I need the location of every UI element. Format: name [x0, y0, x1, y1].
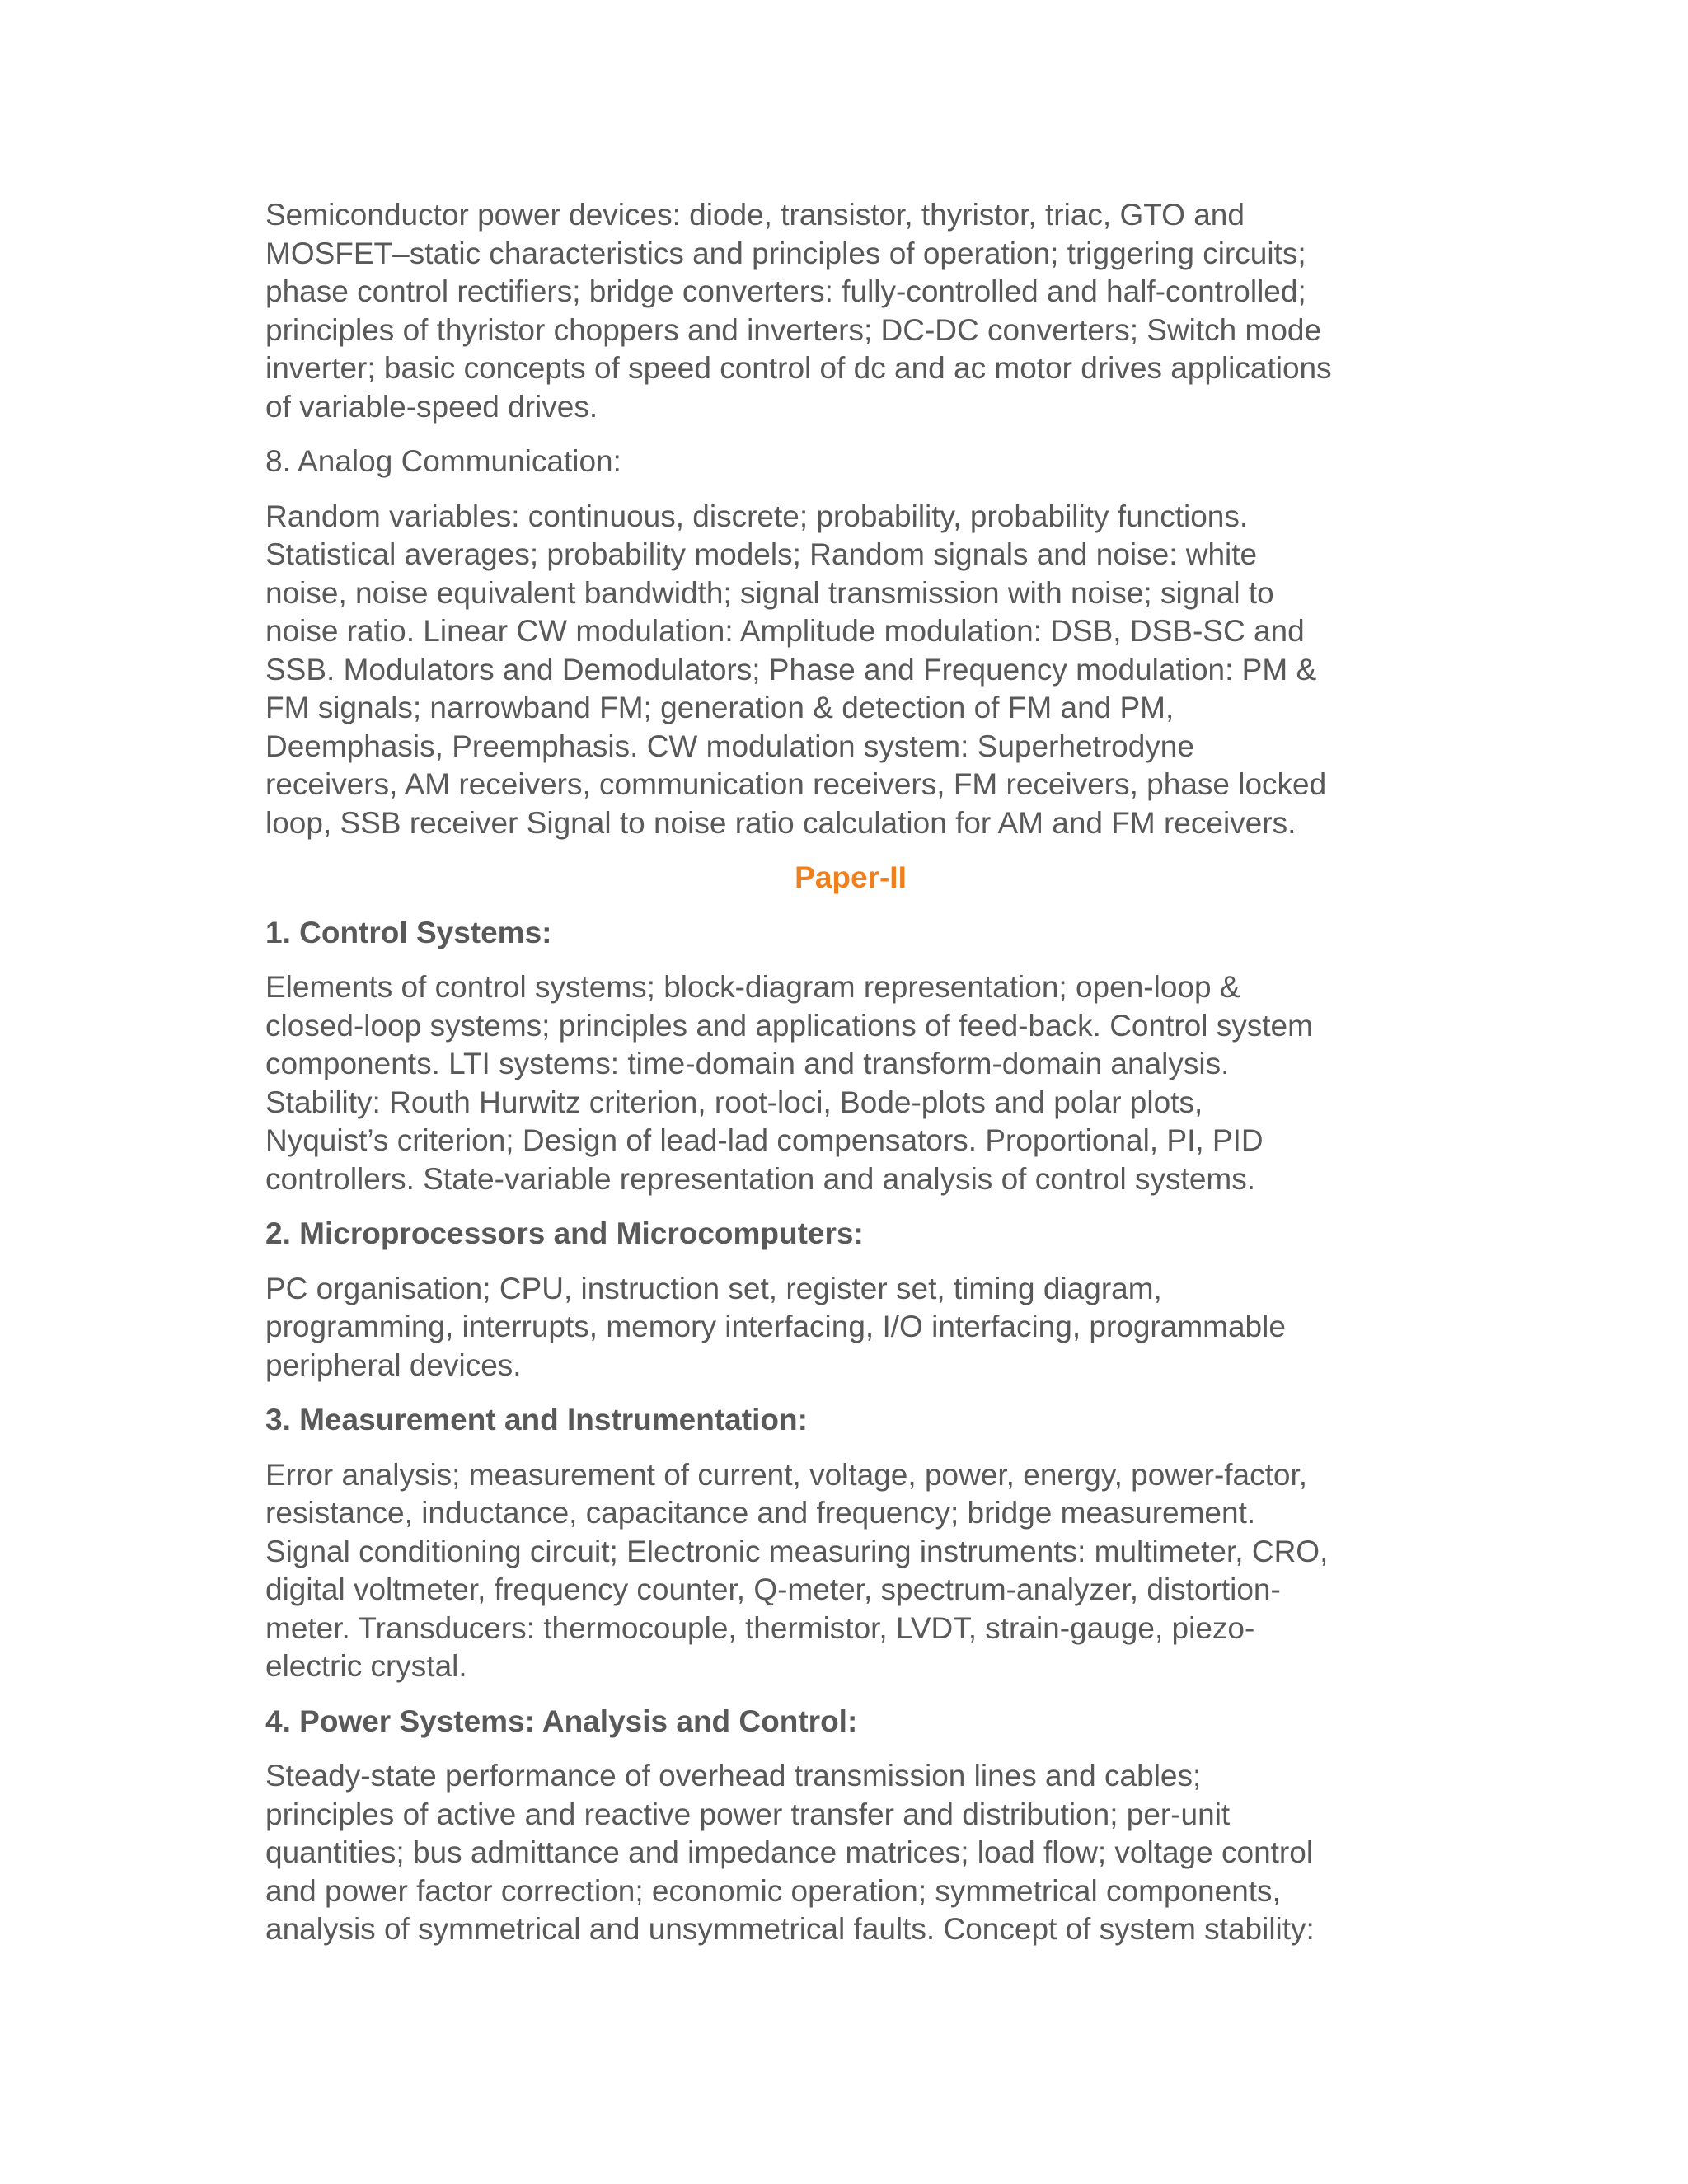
control-systems-heading: 1. Control Systems: — [265, 915, 552, 949]
power-electronics-paragraph: Semiconductor power devices: diode, transistor, thyristor, triac, GTO and MOSFET–static characteristics and principles of operation; triggering circuits; phase control rectifiers; bridge converters: fully-controlled and half-controlled; principles of thyristor choppers and inverters; DC-DC converters; Switch mode inverter; basic concepts of speed control of dc and ac motor drives applications of variable-speed drives. — [265, 198, 1332, 424]
microprocessors-paragraph: PC organisation; CPU, instruction set, register set, timing diagram, programming, interrupts, memory interfacing, I/O interfacing, programmable peripheral devices. — [265, 1271, 1286, 1382]
microprocessors-heading: 2. Microprocessors and Microcomputers: — [265, 1216, 864, 1250]
power-systems-paragraph: Steady-state performance of overhead transmission lines and cables; principles of active and reactive power transfer and distribution; per-unit quantities; bus admittance and impedance matrices; load flow; voltage control and power factor correction; economic operation; symmetrical components, analysis of symmetrical and unsymmetrical faults. Concept of system stability: — [265, 1759, 1315, 1946]
analog-communication-heading: 8. Analog Communication: — [265, 444, 621, 478]
measurement-paragraph: Error analysis; measurement of current, voltage, power, energy, power-factor, resistance, inductance, capacitance and frequency; bridge measurement. Signal conditioning circuit; Electronic measuring instruments: multimeter, CRO, digital voltmeter, frequency counter, Q-meter, spectrum-analyzer, distortion- meter. Transducers: thermocouple, thermistor, LVDT, strain-gauge, piezo- electric crystal. — [265, 1457, 1329, 1683]
analog-communication-paragraph: Random variables: continuous, discrete; probability, probability functions. Statistical averages; probability models; Random signals and noise: white noise, noise equivalent bandwidth; signal transmission with noise; signal to noise ratio. Linear CW modulation: Amplitude modulation: DSB, DSB-SC and SSB. Modulators and Demodulators; Phase and Frequency modulation: PM & FM signals; narrowband FM; generation & detection of FM and PM, Deemphasis, Preemphasis. CW modulation system: Superhetrodyne receivers, AM receivers, communication receivers, FM receivers, phase locked loop, SSB receiver Signal to noise ratio calculation for AM and FM receivers. — [265, 499, 1327, 840]
document-page — [265, 196, 1436, 1966]
measurement-heading: 3. Measurement and Instrumentation: — [265, 1403, 808, 1436]
control-systems-paragraph: Elements of control systems; block-diagram representation; open-loop & closed-loop systems; principles and applications of feed-back. Control system components. LTI systems: time-domain and transform-domain analysis. Stability: Routh Hurwitz criterion, root-loci, Bode-plots and polar plots, Nyquist’s criterion; Design of lead-lad compensators. Proportional, PI, PID controllers. State-variable representation and analysis of control systems. — [265, 970, 1313, 1196]
paper-title: Paper-II — [795, 860, 907, 894]
power-systems-heading: 4. Power Systems: Analysis and Control: — [265, 1704, 858, 1738]
